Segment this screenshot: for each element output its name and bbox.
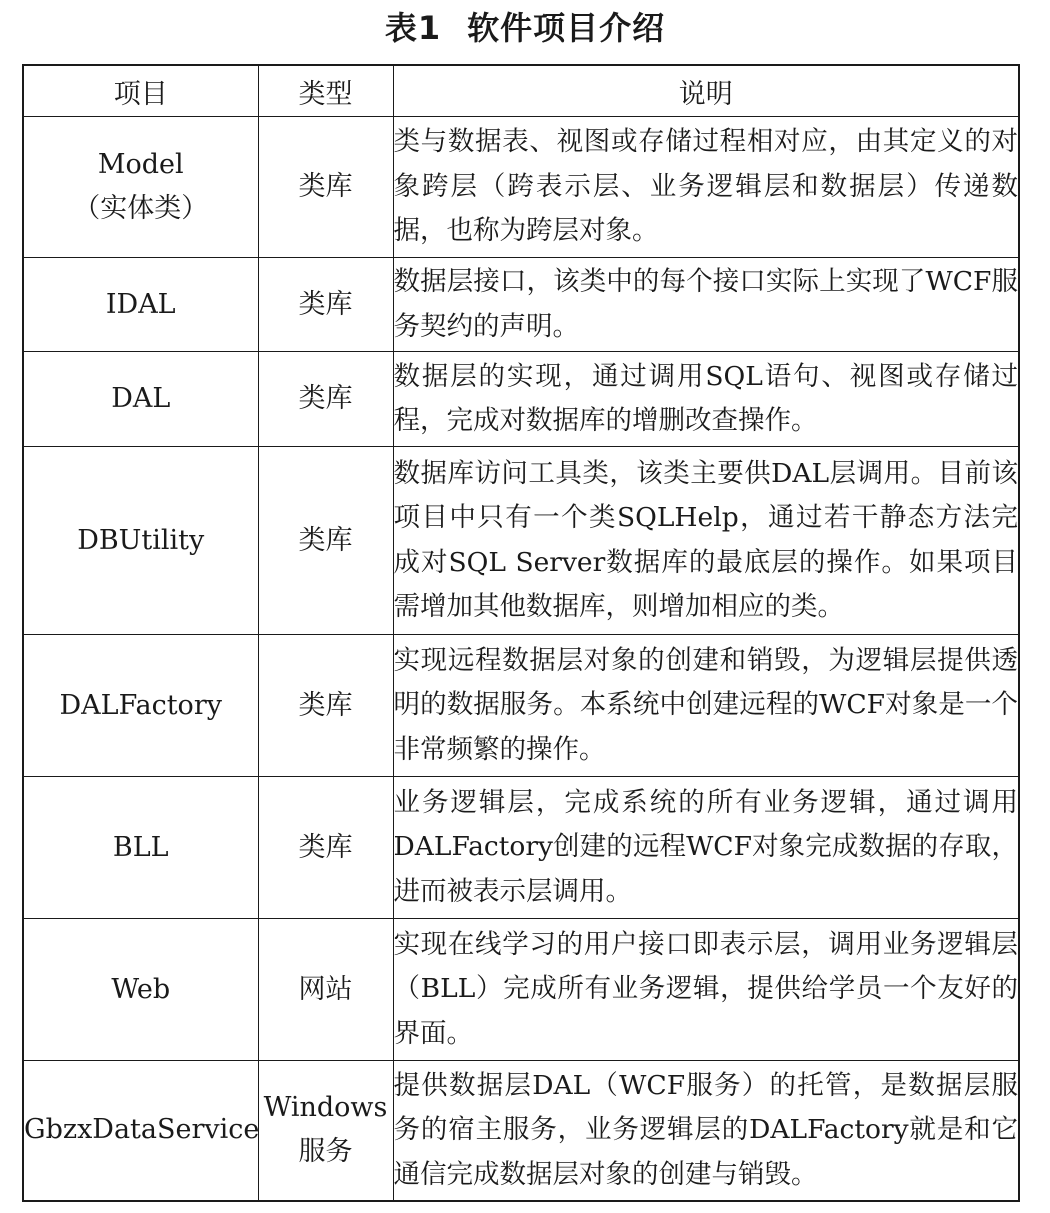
project-name-cell — [23, 258, 258, 352]
table-title: 软件项目介绍 — [467, 9, 666, 47]
project-name: DALFactory — [59, 689, 222, 721]
project-name: DAL — [111, 383, 171, 414]
header-type: 类型 — [258, 65, 393, 117]
table-header-row — [23, 65, 1019, 117]
table-row — [23, 635, 1019, 777]
header-description: 说明 — [393, 65, 1019, 117]
project-name-cell — [23, 117, 258, 258]
project-type-cell — [258, 447, 393, 635]
project-name-cell — [23, 777, 258, 919]
project-name-cell — [23, 635, 258, 777]
project-name: BLL — [112, 831, 169, 863]
project-name: GbzxDataService — [24, 1114, 260, 1146]
project-type: 网站 — [298, 973, 353, 1005]
project-name: IDAL — [105, 288, 176, 320]
project-type: 类库 — [298, 383, 353, 414]
project-type: 类库 — [298, 288, 353, 320]
project-description: 提供数据层DAL（WCF服务）的托管，是数据层服务的宿主服务，业务逻辑层的DALFactory就是和它通信完成数据层对象的创建与销毁。 — [393, 1061, 1019, 1201]
table-row — [23, 117, 1019, 258]
header-project: 项目 — [23, 65, 258, 117]
project-name-cell — [23, 352, 258, 447]
project-type-cell — [258, 258, 393, 352]
table-number: 表1 — [384, 9, 442, 47]
project-description: 实现在线学习的用户接口即表示层，调用业务逻辑层（BLL）完成所有业务逻辑，提供给学员一个友好的界面。 — [393, 919, 1019, 1061]
project-description: 数据层接口，该类中的每个接口实际上实现了WCF服务契约的声明。 — [393, 258, 1019, 352]
project-description: 业务逻辑层，完成系统的所有业务逻辑，通过调用DALFactory创建的远程WCF对象完成数据的存取，进而被表示层调用。 — [393, 777, 1019, 919]
project-type-cell — [258, 352, 393, 447]
project-name-cell — [23, 447, 258, 635]
project-description: 类与数据表、视图或存储过程相对应，由其定义的对象跨层（跨表示层、业务逻辑层和数据层）传递数据，也称为跨层对象。 — [393, 117, 1019, 258]
table-row — [23, 352, 1019, 447]
project-type-cell — [258, 777, 393, 919]
project-type: Windows — [263, 1092, 388, 1124]
project-type: 类库 — [298, 831, 353, 863]
project-description: 实现远程数据层对象的创建和销毁，为逻辑层提供透明的数据服务。本系统中创建远程的WCF对象是一个非常频繁的操作。 — [393, 635, 1019, 777]
project-description: 数据库访问工具类，该类主要供DAL层调用。目前该项目中只有一个类SQLHelp，通过若干静态方法完成对SQL Server数据库的最底层的操作。如果项目需增加其他数据库，则增加相应的类。 — [393, 447, 1019, 635]
project-description: 数据层的实现，通过调用SQL语句、视图或存储过程，完成对数据库的增删改查操作。 — [393, 352, 1019, 447]
project-type: 类库 — [298, 524, 353, 556]
project-type: 类库 — [298, 689, 353, 721]
table-row — [23, 919, 1019, 1061]
project-name-note: （实体类） — [73, 193, 209, 224]
table-caption — [0, 6, 1050, 50]
table-row — [23, 1061, 1019, 1201]
project-type-cell — [258, 1061, 393, 1201]
project-table — [22, 64, 1020, 1202]
project-type-cell — [258, 117, 393, 258]
project-type-line2: 服务 — [298, 1136, 353, 1168]
table-row — [23, 447, 1019, 635]
project-type-cell — [258, 919, 393, 1061]
project-name-cell — [23, 919, 258, 1061]
table-row — [23, 777, 1019, 919]
project-name: Web — [111, 973, 171, 1005]
project-type-cell — [258, 635, 393, 777]
project-name: Model — [97, 149, 184, 180]
project-name-cell — [23, 1061, 258, 1201]
table-row — [23, 258, 1019, 352]
project-type: 类库 — [298, 171, 353, 202]
project-name: DBUtility — [77, 524, 205, 556]
